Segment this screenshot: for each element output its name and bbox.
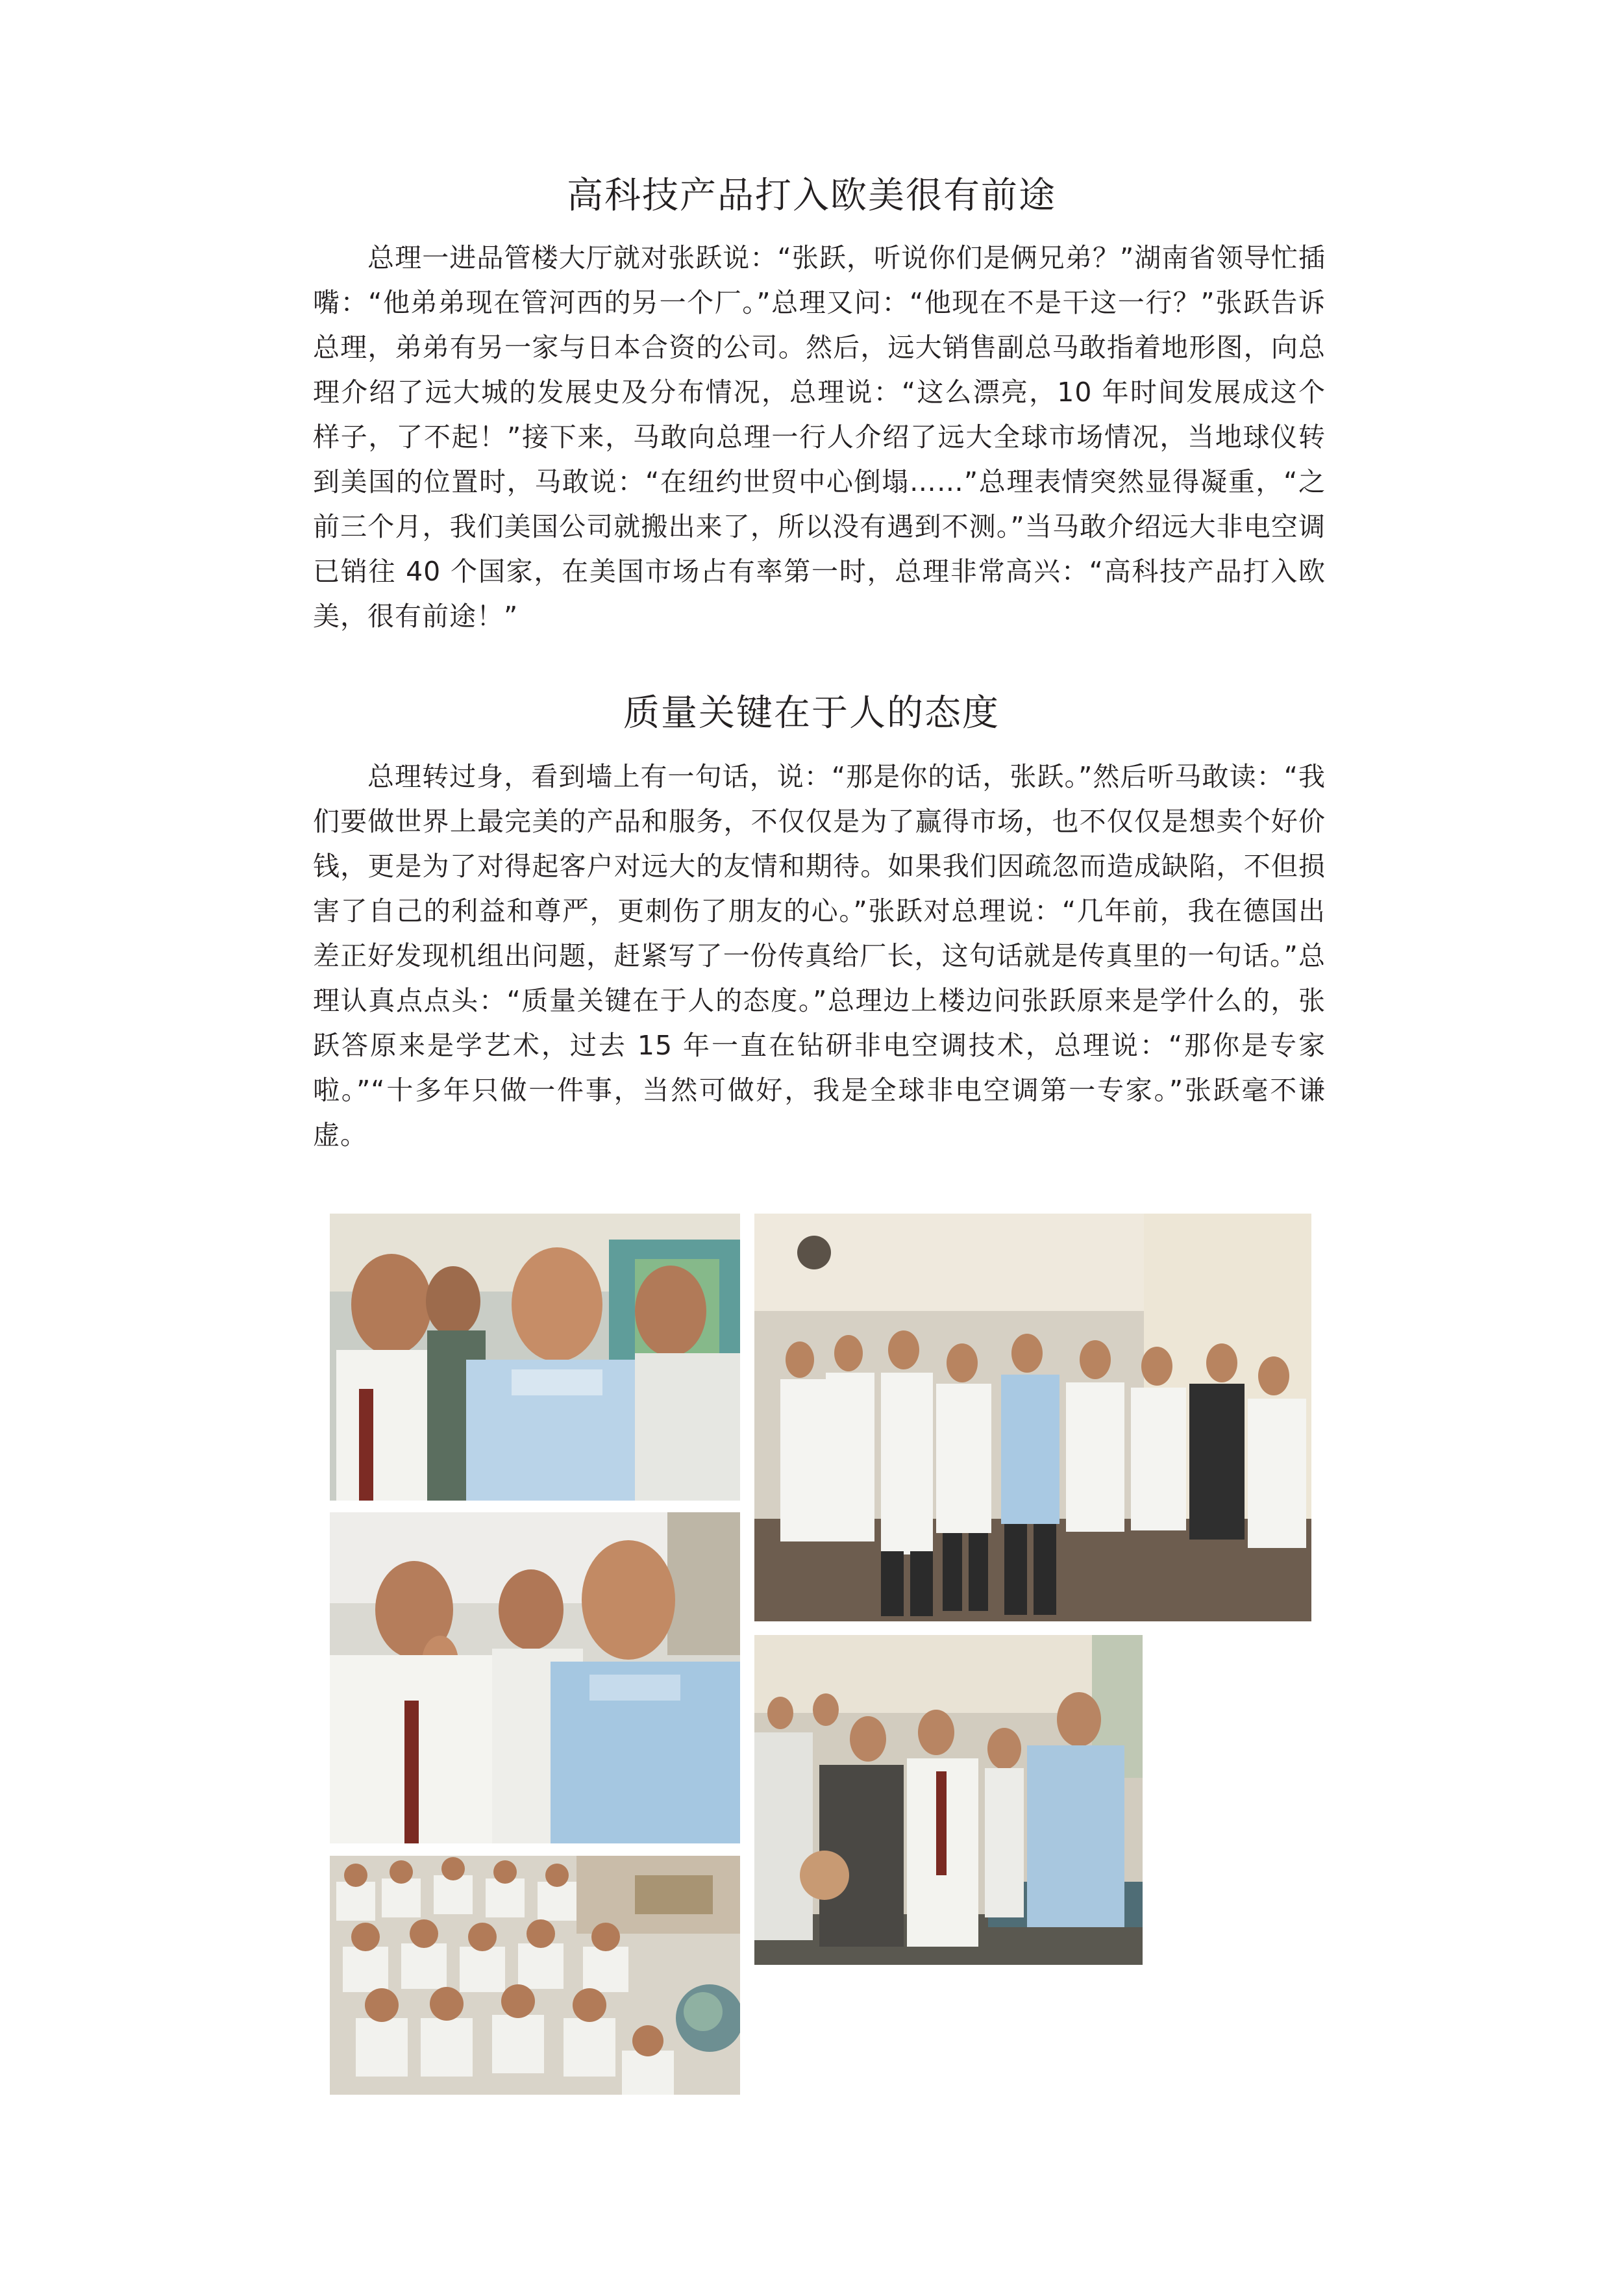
section-title-2: 质量关键在于人的态度: [623, 692, 1000, 734]
photo-overhead-crowd: [330, 1856, 740, 2095]
photo-gesturing-conversation: [330, 1512, 740, 1843]
photo-closeup-smiling-group: [330, 1214, 740, 1501]
photo-globe-presentation: [754, 1635, 1143, 1965]
section-title-1: 高科技产品打入欧美很有前途: [567, 175, 1056, 217]
section-body-2: 总理转过身，看到墙上有一句话，说：“那是你的话，张跃。”然后听马敢读：“我们要做世界上最完美的产品和服务，不仅仅是为了赢得市场，也不仅仅是想卖个好价钱，更是为了对得起客户对远大的友情和期待。如果我们因疏忽而造成缺陷，不但损害了自己的利益和尊严，更刺伤了朋友的心。”张跃对总理说：“几年前，我在德国出差正好发现机组出问题，赶紧写了一份传真给厂长，这句话就是传真里的一句话。”总理认真点点头：“质量关键在于人的态度。”总理边上楼边问张跃原来是学什么的，张跃答原来是学艺术，过去 15 年一直在钻研非电空调技术，总理说：“那你是专家啦。”“十多年只做一件事，当然可做好，我是全球非电空调第一专家。”张跃毫不谦虚。: [313, 761, 1326, 1151]
photo-hall-walking-group: [754, 1214, 1311, 1621]
section-body-1: 总理一进品管楼大厅就对张跃说：“张跃，听说你们是俩兄弟？”湖南省领导忙插嘴：“他弟弟现在管河西的另一个厂。”总理又问：“他现在不是干这一行？”张跃告诉总理，弟弟有另一家与日本合资的公司。然后，远大销售副总马敢指着地形图，向总理介绍了远大城的发展史及分布情况，总理说：“这么漂亮，10 年时间发展成这个样子，了不起！”接下来，马敢向总理一行人介绍了远大全球市场情况，当地球仪转到美国的位置时，马敢说：“在纽约世贸中心倒塌……”总理表情突然显得凝重，“之前三个月，我们美国公司就搬出来了，所以没有遇到不测。”当马敢介绍远大非电空调已销往 40 个国家，在美国市场占有率第一时，总理非常高兴：“高科技产品打入欧美，很有前途！”: [313, 242, 1326, 632]
